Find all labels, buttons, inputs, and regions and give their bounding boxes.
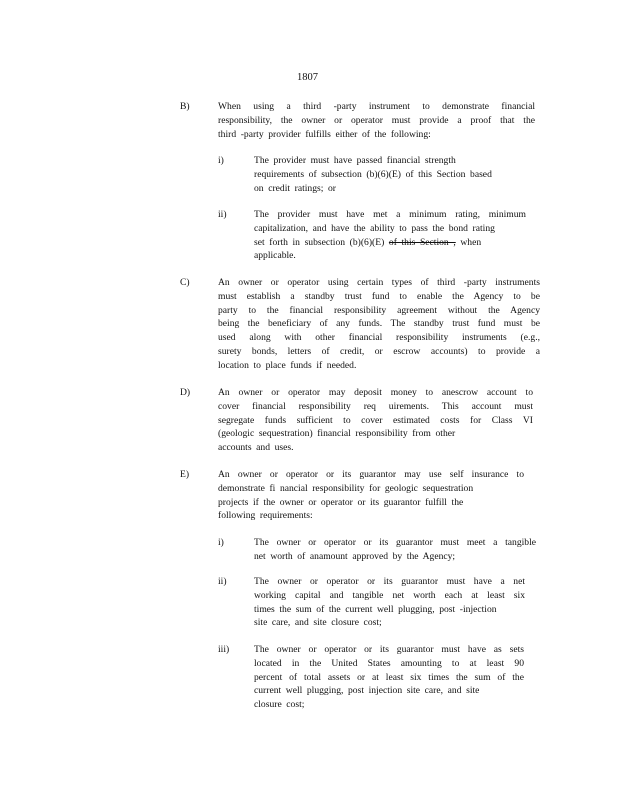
text-line: on credit ratings; or xyxy=(254,182,336,194)
text-line: applicable. xyxy=(254,250,296,262)
page-number: 1807 xyxy=(297,72,318,83)
text-line: segregate funds sufficient to cover estimated costs for Class VI xyxy=(218,414,533,426)
text-line: responsibility, the owner or operator must provide a proof that the xyxy=(218,114,535,126)
text-line: requirements of subsection (b)(6)(E) of this Section based xyxy=(254,168,492,180)
text-line: being the beneficiary of any funds. The standby trust fund must be xyxy=(218,318,540,330)
subitem-label: i) xyxy=(218,537,224,548)
text-line: surety bonds, letters of credit, or escrow accounts) to provide a xyxy=(218,345,540,357)
text-line: capitalization, and have the ability to pass the bond rating xyxy=(254,222,495,234)
text-line: located in the United States amounting to at least 90 xyxy=(254,657,524,669)
text-line: When using a third -party instrument to demonstrate financial xyxy=(218,101,535,112)
text-line: times the sum of the current well plugging, post -injection xyxy=(254,603,497,615)
text-line: projects if the owner or operator or its guarantor fulfill the xyxy=(218,496,464,508)
item-label: E) xyxy=(180,469,190,480)
text-line: The owner or operator or its guarantor must have as sets xyxy=(254,644,524,655)
text-line: used along with other financial responsibility instruments (e.g., xyxy=(218,332,540,344)
text-line: site care, and site closure cost; xyxy=(254,617,382,629)
text-line: must establish a standby trust fund to enable the Agency to be xyxy=(218,290,540,302)
text-line: net worth of anamount approved by the Agency; xyxy=(254,550,456,562)
text-line: cover financial responsibility req uirements. This account must xyxy=(218,400,533,412)
subitem-label: iii) xyxy=(218,644,230,655)
text-line: An owner or operator or its guarantor may use self insurance to xyxy=(218,469,524,480)
text-line: third -party provider fulfills either of the following: xyxy=(218,128,431,140)
subitem-label: i) xyxy=(218,155,224,166)
text-fragment: when xyxy=(460,236,482,248)
text-line: An owner or operator using certain types of third -party instruments xyxy=(218,277,540,288)
text-line: working capital and tangible net worth each at least six xyxy=(254,589,525,601)
text-line: percent of total assets or at least six times the sum of the xyxy=(254,671,524,683)
text-line: following requirements: xyxy=(218,510,313,522)
text-line-with-strikeout xyxy=(254,236,526,250)
text-line: party to the financial responsibility agreement without the Agency xyxy=(218,304,540,316)
item-label: D) xyxy=(180,387,191,398)
text-line: accounts and uses. xyxy=(218,442,294,454)
text-line: The owner or operator or its guarantor must have a net xyxy=(254,576,525,587)
text-line: An owner or operator may deposit money to anescrow account to xyxy=(218,387,533,398)
text-line: location to place funds if needed. xyxy=(218,359,357,371)
text-line: closure cost; xyxy=(254,699,305,711)
text-line: (geologic sequestration) financial responsibility from other xyxy=(218,428,456,440)
text-line: The provider must have met a minimum rating, minimum xyxy=(254,209,526,220)
item-label: B) xyxy=(180,101,190,112)
text-line: The provider must have passed financial strength xyxy=(254,155,456,166)
text-line: current well plugging, post injection site care, and site xyxy=(254,685,480,697)
text-line: The owner or operator or its guarantor must meet a tangible xyxy=(254,537,536,548)
text-line: demonstrate fi nancial responsibility for geologic sequestration xyxy=(218,482,474,494)
text-fragment: set forth in subsection (b)(6)(E) xyxy=(254,236,385,248)
subitem-label: ii) xyxy=(218,209,227,220)
item-label: C) xyxy=(180,277,190,288)
subitem-label: ii) xyxy=(218,576,227,587)
struck-text: of this Section , xyxy=(388,236,456,248)
